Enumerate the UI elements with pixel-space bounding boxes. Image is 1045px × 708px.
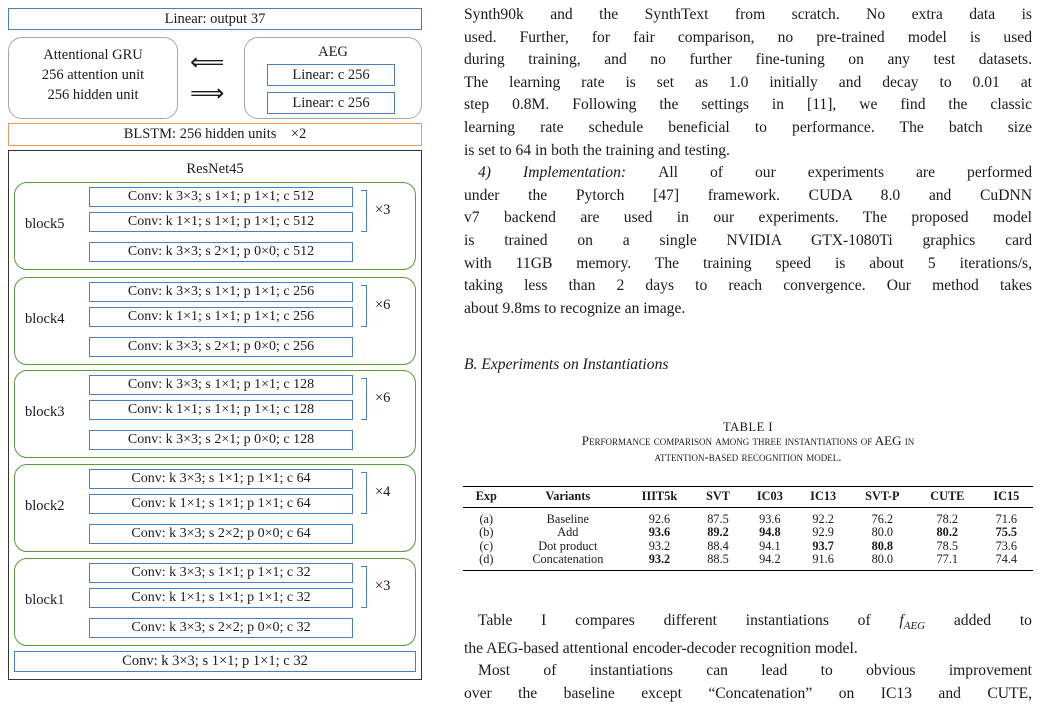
text-line — [464, 610, 1032, 638]
text-line: used. Further, for fair comparison, no pre-trained model is used — [464, 28, 1032, 46]
table-cell: 78.2 — [936, 512, 959, 527]
aeg-linear-2 — [267, 92, 395, 114]
table-cell: 94.8 — [759, 525, 781, 540]
aeg-linear-2-label: Linear: c 256 — [292, 94, 370, 111]
conv-layer-box — [89, 430, 353, 450]
conv-layer-box — [89, 524, 353, 544]
caption-line: attention-based recognition model. — [654, 449, 842, 464]
table-cell: 74.4 — [995, 551, 1018, 566]
text-line: The learning rate is set as 1.0 initially and decay to 0.01 at — [464, 73, 1032, 91]
table-cell: 80.0 — [871, 551, 894, 566]
math-subscript: AEG — [903, 620, 926, 633]
block-label: block5 — [25, 216, 65, 232]
conv-layer-label: Conv: k 1×1; s 1×1; p 1×1; c 256 — [127, 309, 315, 324]
text-line: Synth90k and the SynthText from scratch. No extra data is — [464, 6, 1032, 23]
text-line: Most of instantiations can lead to obvious improvement — [478, 662, 1032, 680]
block-label: block4 — [25, 311, 65, 327]
repeat-bracket — [361, 285, 367, 327]
conv-layer-label: Conv: k 3×3; s 1×1; p 1×1; c 256 — [127, 284, 315, 299]
resnet-block1 — [14, 558, 416, 646]
table-cell: (b) — [479, 525, 494, 540]
table-cell: 89.2 — [707, 525, 729, 540]
aeg-linear-1 — [267, 64, 395, 86]
text-fragment: All of our experiments are performed — [658, 164, 1032, 182]
paragraph-comparison — [464, 610, 1032, 705]
conv-layer-box — [89, 618, 353, 638]
table-row — [463, 540, 1033, 553]
left-arrow-icon: ⟸ — [190, 48, 225, 76]
repeat-count: ×3 — [375, 202, 391, 218]
results-table-wrap — [463, 486, 1033, 571]
table-cell: 92.9 — [812, 525, 834, 540]
blstm-box — [8, 123, 422, 146]
table-cell: Baseline — [546, 512, 589, 527]
table-header-row — [463, 487, 1033, 508]
table-header-cell: CUTE — [930, 489, 965, 503]
conv-layer-box — [89, 375, 353, 395]
table-cell: 93.6 — [759, 512, 781, 527]
table-cell: 73.6 — [995, 538, 1018, 553]
conv-layer-box — [89, 563, 353, 583]
text-line: with 11GB memory. The training speed is about 5 iterations/s, — [464, 254, 1032, 272]
conv-layer-label: Conv: k 1×1; s 1×1; p 1×1; c 64 — [131, 496, 311, 511]
conv-layer-box — [89, 469, 353, 489]
table-cell: 92.2 — [812, 512, 834, 527]
aeg-box — [244, 37, 422, 119]
conv-layer-box — [89, 588, 353, 608]
conv-layer-box — [89, 494, 353, 514]
table-label: TABLE I — [722, 420, 774, 434]
table-cell: 76.2 — [871, 512, 894, 527]
table-cell: (d) — [479, 551, 494, 566]
repeat-bracket — [361, 190, 367, 232]
conv-layer-label: Conv: k 3×3; s 1×1; p 1×1; c 128 — [127, 377, 315, 392]
text-line: over the baseline except “Concatenation” on IC13 and CUTE, — [464, 684, 1032, 702]
conv-layer-box — [89, 337, 353, 357]
table-cell: 92.6 — [648, 512, 671, 527]
text-line: about 9.8ms to recognize an image. — [464, 299, 686, 317]
block-label: block3 — [25, 404, 65, 420]
table-header-cell: IC03 — [756, 489, 783, 503]
attentional-gru-box — [8, 37, 178, 119]
resnet-title: ResNet45 — [186, 161, 244, 177]
results-table — [463, 486, 1033, 571]
text-line: v7 backend are used in our experiments. The proposed model — [464, 209, 1032, 227]
table-cell: Dot product — [538, 538, 598, 553]
table-cell: (c) — [479, 538, 494, 553]
table-cell: 80.8 — [871, 538, 894, 553]
block-label: block2 — [25, 498, 65, 514]
table-cell: 80.0 — [871, 525, 894, 540]
table-row — [463, 526, 1033, 539]
table-cell: 88.5 — [707, 551, 729, 566]
table-header-cell: Variants — [545, 489, 591, 503]
table-header-cell: Exp — [475, 489, 497, 503]
table-cell: 78.5 — [936, 538, 959, 553]
text-line — [464, 162, 1032, 185]
section-heading-text: B. Experiments on Instantiations — [464, 356, 669, 373]
table-cell: 94.2 — [759, 551, 781, 566]
conv-layer-label: Conv: k 1×1; s 1×1; p 1×1; c 32 — [131, 590, 311, 605]
repeat-bracket — [361, 472, 367, 514]
text-line: is trained on a single NVIDIA GTX-1080Ti graphics card — [464, 231, 1032, 249]
table-cell: 93.7 — [812, 538, 834, 553]
section-heading — [464, 354, 1032, 377]
table-cell: 93.6 — [648, 525, 671, 540]
table-cell: 87.5 — [707, 512, 729, 527]
conv-layer-box — [89, 212, 353, 232]
conv-layer-label: Conv: k 3×3; s 2×1; p 0×0; c 128 — [127, 432, 315, 447]
repeat-count: ×6 — [375, 297, 391, 313]
conv-layer-box — [89, 242, 353, 262]
caption-line: Performance comparison among three instantiations of AEG in — [581, 433, 915, 448]
gru-hidden-units: 256 hidden unit — [47, 87, 139, 103]
block-label: block1 — [25, 592, 65, 608]
conv-layer-label: Conv: k 3×3; s 1×1; p 1×1; c 64 — [131, 471, 311, 486]
repeat-bracket — [361, 566, 367, 608]
paragraph-setup — [464, 4, 1032, 320]
table-row — [463, 553, 1033, 571]
bottom-conv-box — [14, 651, 416, 672]
resnet-block4 — [14, 277, 416, 365]
resnet-block3 — [14, 370, 416, 458]
conv-layer-label: Conv: k 3×3; s 1×1; p 1×1; c 512 — [127, 189, 315, 204]
table-cell: 77.1 — [936, 551, 959, 566]
text-line: step 0.8M. Following the settings in [11], we find the classic — [464, 96, 1032, 114]
table-cell: Concatenation — [532, 551, 604, 566]
blstm-label: BLSTM: 256 hidden units ×2 — [123, 126, 307, 142]
aeg-linear-1-label: Linear: c 256 — [292, 66, 370, 83]
table-header-cell: SVT — [706, 489, 730, 503]
table-cell: 93.2 — [648, 551, 671, 566]
conv-layer-label: Conv: k 1×1; s 1×1; p 1×1; c 512 — [127, 214, 315, 229]
conv-layer-label: Conv: k 3×3; s 2×2; p 0×0; c 64 — [131, 526, 311, 541]
conv-layer-label: Conv: k 3×3; s 1×1; p 1×1; c 32 — [131, 565, 311, 580]
repeat-count: ×3 — [375, 578, 391, 594]
text-fragment: Table I compares different instantiations of — [478, 612, 900, 629]
table-cell: (a) — [479, 512, 494, 527]
gru-attention-units: 256 attention unit — [41, 67, 145, 83]
text-line: learning rate schedule beneficial to performance. The batch size — [464, 118, 1032, 136]
table-header-cell: IC15 — [993, 489, 1020, 503]
table-cell: 71.6 — [995, 512, 1018, 527]
conv-layer-box — [89, 282, 353, 302]
conv-layer-label: Conv: k 3×3; s 2×2; p 0×0; c 32 — [131, 620, 311, 635]
text-line: under the Pytorch [47] framework. CUDA 8.0 and CuDNN — [464, 186, 1032, 204]
linear-output-label: Linear: output 37 — [164, 10, 266, 27]
text-line: is set to 64 in both the training and testing. — [464, 141, 730, 159]
resnet-block2 — [14, 464, 416, 552]
math-f: f — [899, 612, 904, 629]
aeg-title: AEG — [318, 44, 348, 60]
table-cell: 75.5 — [995, 525, 1018, 540]
conv-layer-box — [89, 187, 353, 207]
conv-layer-box — [89, 400, 353, 420]
repeat-count: ×6 — [375, 390, 391, 406]
text-fragment: added to — [925, 612, 1032, 629]
table-cell: 80.2 — [936, 525, 959, 540]
table-cell: Add — [557, 525, 579, 540]
table-cell: 88.4 — [707, 538, 729, 553]
conv-layer-label: Conv: k 3×3; s 2×1; p 0×0; c 512 — [127, 244, 315, 259]
text-line: taking less than 2 days to reach convergence. Our method takes — [464, 277, 1032, 295]
resnet-block5 — [14, 182, 416, 270]
table-caption — [440, 433, 1045, 465]
table-cell: 93.2 — [648, 538, 671, 553]
table-header-cell: SVT-P — [865, 489, 900, 503]
repeat-count: ×4 — [375, 484, 391, 500]
repeat-bracket — [361, 378, 367, 420]
table-header-cell: IIIT5k — [641, 489, 678, 503]
text-line: during training, and no further fine-tuning on any test datasets. — [464, 51, 1032, 69]
gru-title: Attentional GRU — [43, 47, 143, 63]
table-header-cell: IC13 — [810, 489, 837, 503]
right-arrow-icon: ⟹ — [190, 79, 225, 107]
table-cell: 94.1 — [759, 538, 781, 553]
conv-layer-box — [89, 307, 353, 327]
bottom-conv-label: Conv: k 3×3; s 1×1; p 1×1; c 32 — [122, 653, 308, 669]
table-row — [463, 508, 1033, 527]
conv-layer-label: Conv: k 3×3; s 2×1; p 0×0; c 256 — [127, 339, 315, 354]
table-cell: 91.6 — [812, 551, 834, 566]
linear-output-box — [8, 8, 422, 30]
implementation-heading: 4) Implementation: — [478, 164, 627, 182]
text-line: the AEG-based attentional encoder-decoder recognition model. — [464, 639, 858, 657]
conv-layer-label: Conv: k 1×1; s 1×1; p 1×1; c 128 — [127, 402, 315, 417]
